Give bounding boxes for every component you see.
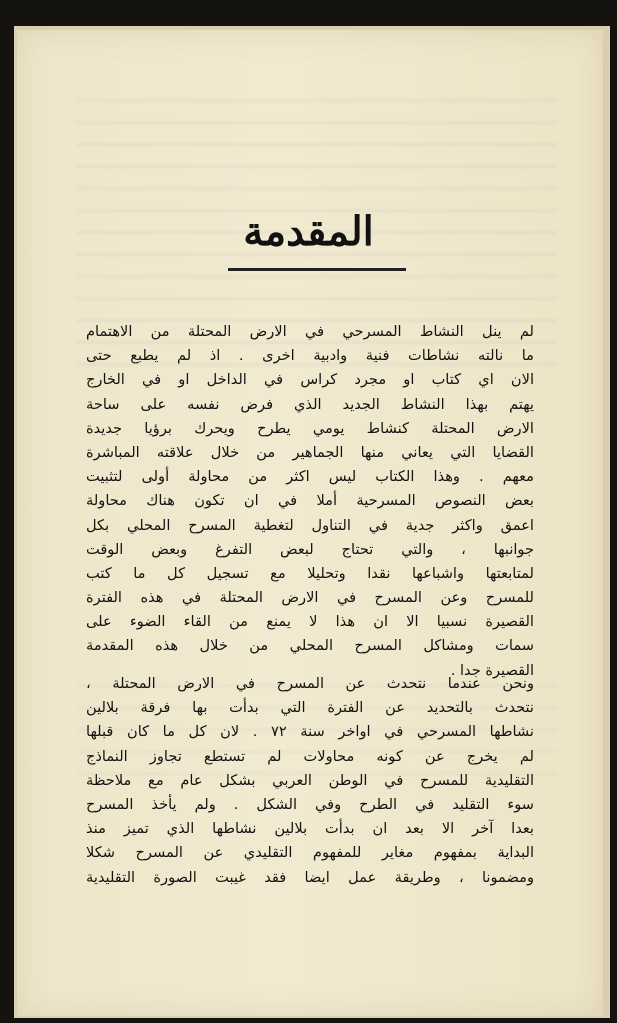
text-line: يهتم بهذا النشاط الجديد الذي فرض نفسه على ساحة [86, 395, 534, 413]
paragraph-2 [86, 672, 534, 890]
text-line: ونحن عندما نتحدث عن المسرح في الارض المحتلة ، [86, 675, 534, 692]
text-line: بعض النصوص المسرحية أملا في ان تكون هناك محاولة [86, 492, 534, 510]
text-line: جوانبها ، والتي تحتاج لبعض التفرغ وبعض الوقت [86, 540, 534, 558]
text-line: سمات ومشاكل المسرح المحلي من خلال هذه المقدمة [86, 637, 534, 655]
text-line: للمسرح وعن المسرح في الارض المحتلة في هذه الفترة [86, 589, 534, 607]
text-line: البداية بمفهوم مغاير للمفهوم التقليدي عن المسرح شكلا [86, 844, 534, 862]
text-line: القصيرة جدا . [450, 661, 534, 679]
text-line: اعمق واكثر جدية في التناول لتغطية المسرح المحلي بكل [86, 516, 534, 534]
paragraph-1 [86, 320, 534, 683]
text-line: لمتابعتها واشباعها نقدا وتحليلا مع تسجيل كل ما كتب [86, 564, 534, 582]
text-line: التقليدية للمسرح في الوطن العربي بشكل عام مع ملاحظة [86, 771, 534, 789]
text-line: بعدا آخر الا بعد ان بدأت بلالين نشاطها الذي تميز منذ [86, 820, 534, 838]
text-line: سوء التقليد في الطرح وفي الشكل . ولم يأخذ المسرح [86, 795, 534, 813]
text-line: لم يخرج عن كونه محاولات لم تستطع تجاوز النماذج [86, 747, 534, 765]
text-line: معهم . وهذا الكتاب ليس اكثر من محاولة أولى لتثبيت [86, 468, 534, 486]
text-line: ما نالته نشاطات فنية وادبية اخرى . اذ لم يطبع حتى [86, 347, 534, 365]
title-underline [228, 268, 406, 271]
text-line: لم ينل النشاط المسرحي في الارض المحتلة من الاهتمام [86, 323, 534, 340]
text-line: القضايا التي يعاني منها الجماهير من خلال علاقته المباشرة [86, 443, 534, 461]
text-line: الان اي كتاب او مجرد كراس في الداخل او في الخارج [86, 371, 534, 389]
text-line: نشاطها المسرحي في اواخر سنة ٧٢ . لان كل ما كان قبلها [86, 723, 534, 741]
page-title: المقدمة [243, 208, 374, 255]
text-line: ومضمونا ، وطريقة عمل ايضا فقد غيبت الصورة التقليدية [86, 868, 534, 886]
text-line: نتحدث بالتحديد عن الفترة التي بدأت بها فرقة بلالين [86, 699, 534, 717]
text-line: القصيرة نسبيا الا ان هذا لا يمنع من القاء الضوء على [86, 613, 534, 631]
text-line: الارض المحتلة كنشاط يومي يطرح ويحرك برؤيا جديدة [86, 419, 534, 437]
